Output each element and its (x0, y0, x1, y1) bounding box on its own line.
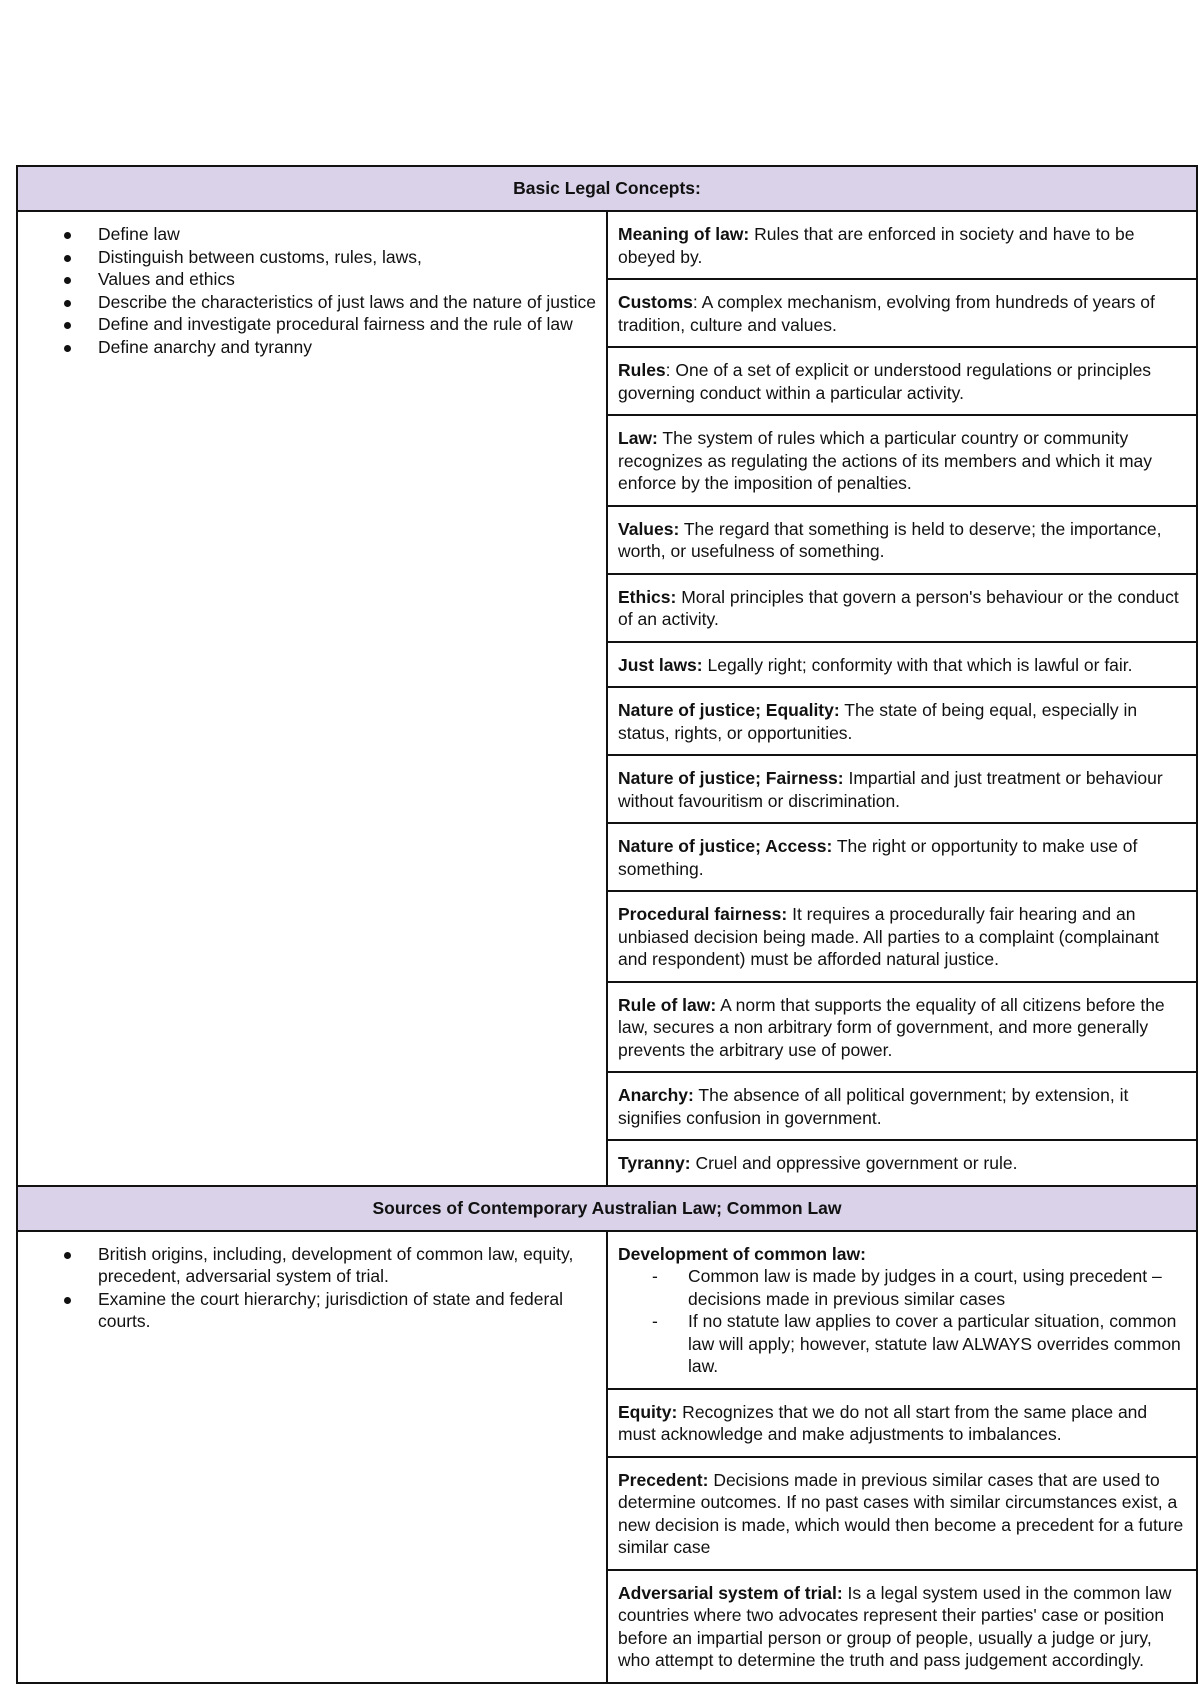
bullet-icon (64, 345, 71, 352)
definition-row (17, 1231, 1197, 1389)
definition-cell (607, 687, 1197, 755)
definition-term: Tyranny: (618, 1153, 691, 1173)
objective-text: Define anarchy and tyranny (98, 336, 313, 357)
definition-term: Just laws: (618, 654, 703, 675)
bullet-icon (64, 300, 71, 307)
dash-icon: - (652, 1266, 658, 1286)
objective-text: British origins, including, development of common law, equity, precedent, adversarial system of trial. (98, 1243, 574, 1286)
definition-text: Cruel and oppressive government or rule. (690, 1153, 1018, 1173)
definition-cell (607, 823, 1197, 891)
section-title: Sources of Contemporary Australian Law; Common Law (17, 1186, 1197, 1231)
objective-item (18, 1243, 600, 1288)
definition-cell (607, 755, 1197, 823)
definition-cell (607, 279, 1197, 347)
definition-text: : One of a set of explicit or understood regulations or principles governing conduct within a particular activity. (618, 360, 1152, 403)
definition-term: Rules (618, 360, 666, 380)
objective-item (18, 268, 600, 291)
definition-cell (607, 347, 1197, 415)
legal-concepts-table (16, 165, 1198, 1684)
definition-row (17, 211, 1197, 279)
objectives-cell (17, 211, 607, 1186)
definition-term: Development of common law: (618, 1243, 866, 1264)
dash-list-item (618, 1310, 1188, 1378)
definition-cell (607, 982, 1197, 1073)
definition-term: Equity: (618, 1401, 678, 1422)
definition-term: Meaning of law: (618, 224, 750, 244)
definition-cell (607, 1389, 1197, 1457)
objective-item (18, 1288, 600, 1333)
bullet-icon (64, 322, 71, 329)
definition-cell (607, 642, 1197, 688)
definition-cell (607, 891, 1197, 982)
objective-item (18, 336, 600, 359)
bullet-icon (64, 277, 71, 284)
definition-text: The system of rules which a particular country or community recognizes as regulating the actions of its members and which it may enforce by the imposition of penalties. (618, 428, 1153, 493)
bullet-icon (64, 232, 71, 239)
definition-text: Moral principles that govern a person's behaviour or the conduct of an activity. (618, 586, 1179, 629)
objective-item (18, 313, 600, 336)
definition-cell (607, 415, 1197, 506)
section-header-common-law (17, 1186, 1197, 1231)
objective-text: Describe the characteristics of just laws and the nature of justice (98, 291, 597, 312)
definition-cell (607, 1072, 1197, 1140)
objective-text: Values and ethics (98, 269, 235, 289)
objectives-cell (17, 1231, 607, 1683)
definition-term: Ethics: (618, 586, 677, 607)
definition-term: Nature of justice; Fairness: (618, 768, 844, 788)
definition-text: The state of being equal, especially in status, rights, or opportunities. (618, 700, 1138, 743)
dash-list (618, 1265, 1188, 1378)
definition-term: Values: (618, 518, 680, 539)
definition-text: Legally right; conformity with that which is lawful or fair. (702, 654, 1133, 675)
definition-cell (607, 1570, 1197, 1683)
objective-item (18, 291, 600, 314)
definition-text: A norm that supports the equality of all citizens before the law, secures a non arbitrary form of government, and more generally prevents the arbitrary use of power. (618, 994, 1165, 1060)
dash-list-text: If no statute law applies to cover a particular situation, common law will apply; however, statute law ALWAYS overrides common law. (688, 1311, 1181, 1376)
bullet-icon (64, 1252, 71, 1259)
section-title: Basic Legal Concepts: (17, 166, 1197, 211)
definition-term: Procedural fairness: (618, 904, 788, 924)
definition-text: : A complex mechanism, evolving from hundreds of years of tradition, culture and values. (618, 292, 1155, 335)
definition-text: The right or opportunity to make use of something. (618, 836, 1138, 879)
objectives-list (18, 1232, 606, 1333)
objective-text: Distinguish between customs, rules, laws, (98, 246, 422, 267)
objective-item (18, 223, 600, 246)
definition-text: Decisions made in previous similar cases that are used to determine outcomes. If no past cases with similar circumstances exist, a new decision is made, which would then become a precedent for a future similar case (618, 1469, 1184, 1557)
definition-text: The regard that something is held to deserve; the importance, worth, or usefulness of something. (618, 518, 1162, 561)
definition-cell (607, 1140, 1197, 1186)
definition-term: Precedent: (618, 1469, 709, 1490)
definition-term: Rule of law: (618, 994, 717, 1015)
definition-cell (607, 574, 1197, 642)
definition-term: Adversarial system of trial: (618, 1582, 843, 1603)
dash-list-item (618, 1265, 1188, 1310)
definition-text: Rules that are enforced in society and have to be obeyed by. (618, 224, 1135, 267)
definition-text: Recognizes that we do not all start from the same place and must acknowledge and make adjustments to imbalances. (618, 1401, 1148, 1444)
dash-list-text: Common law is made by judges in a court, using precedent – decisions made in previous similar cases (688, 1266, 1162, 1309)
objective-text: Define law (98, 224, 180, 244)
dash-icon: - (652, 1311, 658, 1331)
definition-text: The absence of all political government; by extension, it signifies confusion in government. (618, 1085, 1129, 1128)
definition-term: Nature of justice; Equality: (618, 700, 840, 720)
definition-term: Customs (618, 292, 693, 312)
section-header-basic-legal-concepts (17, 166, 1197, 211)
definition-cell (607, 506, 1197, 574)
bullet-icon (64, 255, 71, 262)
objective-text: Examine the court hierarchy; jurisdiction of state and federal courts. (98, 1288, 563, 1331)
objective-text: Define and investigate procedural fairness and the rule of law (98, 314, 573, 334)
definition-text: Is a legal system used in the common law countries where two advocates represent their parties' case or position before an impartial person or group of people, usually a judge or jury, who attempt to determine the truth and pass judgement accordingly. (618, 1582, 1172, 1670)
definition-cell (607, 211, 1197, 279)
definition-cell (607, 1231, 1197, 1389)
definition-text: It requires a procedurally fair hearing and an unbiased decision being made. All parties to a complaint (complainant and respondent) must be afforded natural justice. (618, 904, 1159, 969)
definition-term: Law: (618, 428, 658, 448)
definition-term: Anarchy: (618, 1085, 694, 1105)
bullet-icon (64, 1297, 71, 1304)
objectives-list (18, 212, 606, 358)
definition-term: Nature of justice; Access: (618, 836, 833, 856)
definition-text: Impartial and just treatment or behaviour without favouritism or discrimination. (618, 768, 1163, 811)
objective-item (18, 246, 600, 269)
